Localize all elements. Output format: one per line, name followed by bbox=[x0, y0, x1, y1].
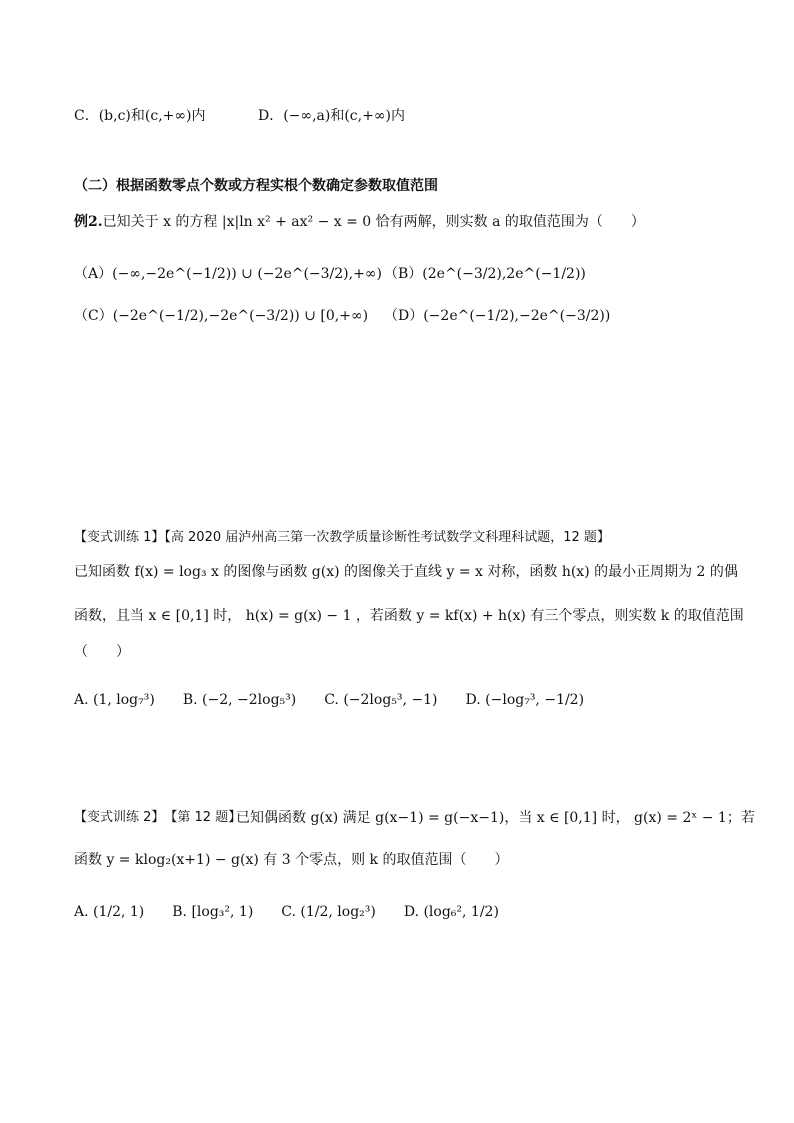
variant1-line3: （ ） bbox=[74, 644, 130, 660]
example2-option-b: （B）(2e^(−3/2),2e^(−1/2)) bbox=[384, 266, 586, 282]
q1-option-c: C．(b,c)和(c,+∞)内 bbox=[74, 108, 206, 124]
q1-option-d: D．(−∞,a)和(c,+∞)内 bbox=[258, 108, 405, 124]
example2-text: 已知关于 x 的方程 |x|ln x² + ax² − x = 0 恰有两解，则实数 a 的取值范围为（ ） bbox=[102, 214, 645, 230]
example2-label: 例2. bbox=[74, 214, 103, 230]
example2-option-d: （D）(−2e^(−1/2),−2e^(−3/2)) bbox=[384, 308, 611, 324]
variant2-line1: 已知偶函数 g(x) 满足 g(x−1) = g(−x−1)，当 x ∈ [0,1] 时， g(x) = 2ˣ − 1；若 bbox=[236, 810, 755, 826]
variant2-options: A. (1/2, 1) B. [log₃², 1) C. (1/2, log₂³) D. (log₆², 1/2) bbox=[74, 904, 499, 920]
section-heading: （二）根据函数零点个数或方程实根个数确定参数取值范围 bbox=[74, 178, 438, 194]
example2-option-a: （A）(−∞,−2e^(−1/2)) ∪ (−2e^(−3/2),+∞) bbox=[74, 266, 382, 282]
variant1-line1: 已知函数 f(x) = log₃ x 的图像与函数 g(x) 的图像关于直线 y = x 对称，函数 h(x) 的最小正周期为 2 的偶 bbox=[74, 564, 738, 580]
example2-option-c: （C）(−2e^(−1/2),−2e^(−3/2)) ∪ [0,+∞) bbox=[74, 308, 369, 324]
variant2-line2: 函数 y = klog₂(x+1) − g(x) 有 3 个零点，则 k 的取值范围（ ） bbox=[74, 852, 509, 868]
variant2-header: 【变式训练 2】 【第 12 题】 bbox=[74, 810, 242, 825]
variant1-options: A. (1, log₇³) B. (−2, −2log₅³) C. (−2log₅³, −1) D. (−log₇³, −1/2) bbox=[74, 692, 585, 708]
example2-stem bbox=[74, 212, 645, 232]
variant1-header: 【变式训练 1】【高 2020 届泸州高三第一次教学质量诊断性考试数学文科理科试题，12 题】 bbox=[74, 530, 610, 545]
variant1-line2: 函数，且当 x ∈ [0,1] 时， h(x) = g(x) − 1 ，若函数 y = kf(x) + h(x) 有三个零点，则实数 k 的取值范围 bbox=[74, 608, 744, 624]
